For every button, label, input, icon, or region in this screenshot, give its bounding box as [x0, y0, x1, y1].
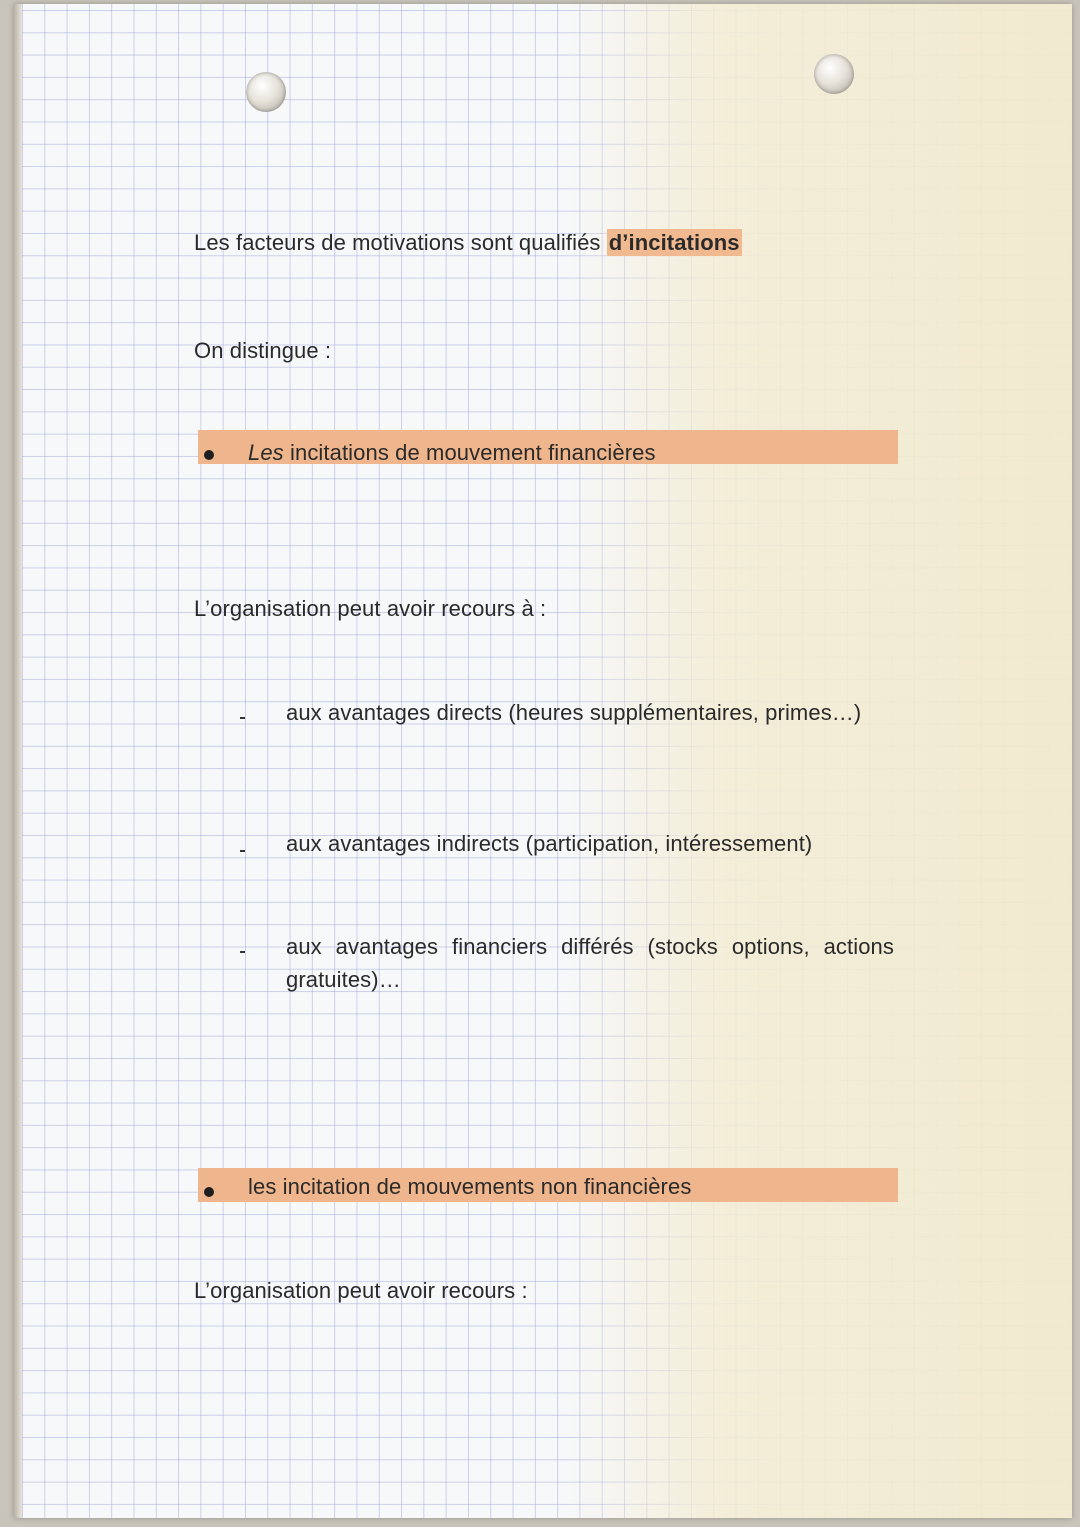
section1-title-text: incitations de mouvement financières: [283, 440, 656, 465]
intro-line: [194, 230, 742, 256]
item3-text: aux avantages financiers différés (stocks options, actions gratuites)…: [286, 934, 894, 992]
item1-text: aux avantages directs (heures supplémentaires, primes…): [286, 700, 862, 725]
section1-lead: L’organisation peut avoir recours à :: [194, 596, 547, 621]
notebook-sheet: [14, 4, 1072, 1518]
item1-dash: [240, 717, 245, 719]
item2-dash: [240, 850, 245, 852]
punch-hole-left: [246, 72, 286, 112]
section2-lead: L’organisation peut avoir recours :: [194, 1278, 528, 1303]
sheet-left-edge: [14, 4, 22, 1518]
item2-text: aux avantages indirects (participation, intéressement): [286, 831, 813, 856]
punch-hole-right: [814, 54, 854, 94]
intro-text: Les facteurs de motivations sont qualifiés: [194, 230, 607, 255]
section1-bullet: [204, 450, 214, 460]
section1-title-italic: Les: [248, 440, 284, 465]
distinguish-label: On distingue :: [194, 338, 332, 363]
section1-title: [248, 440, 656, 466]
item3-dash: [240, 951, 245, 953]
section2-title: les incitation de mouvements non financières: [248, 1174, 692, 1199]
section2-bullet: [204, 1187, 214, 1197]
intro-highlight: d’incitations: [608, 230, 740, 255]
